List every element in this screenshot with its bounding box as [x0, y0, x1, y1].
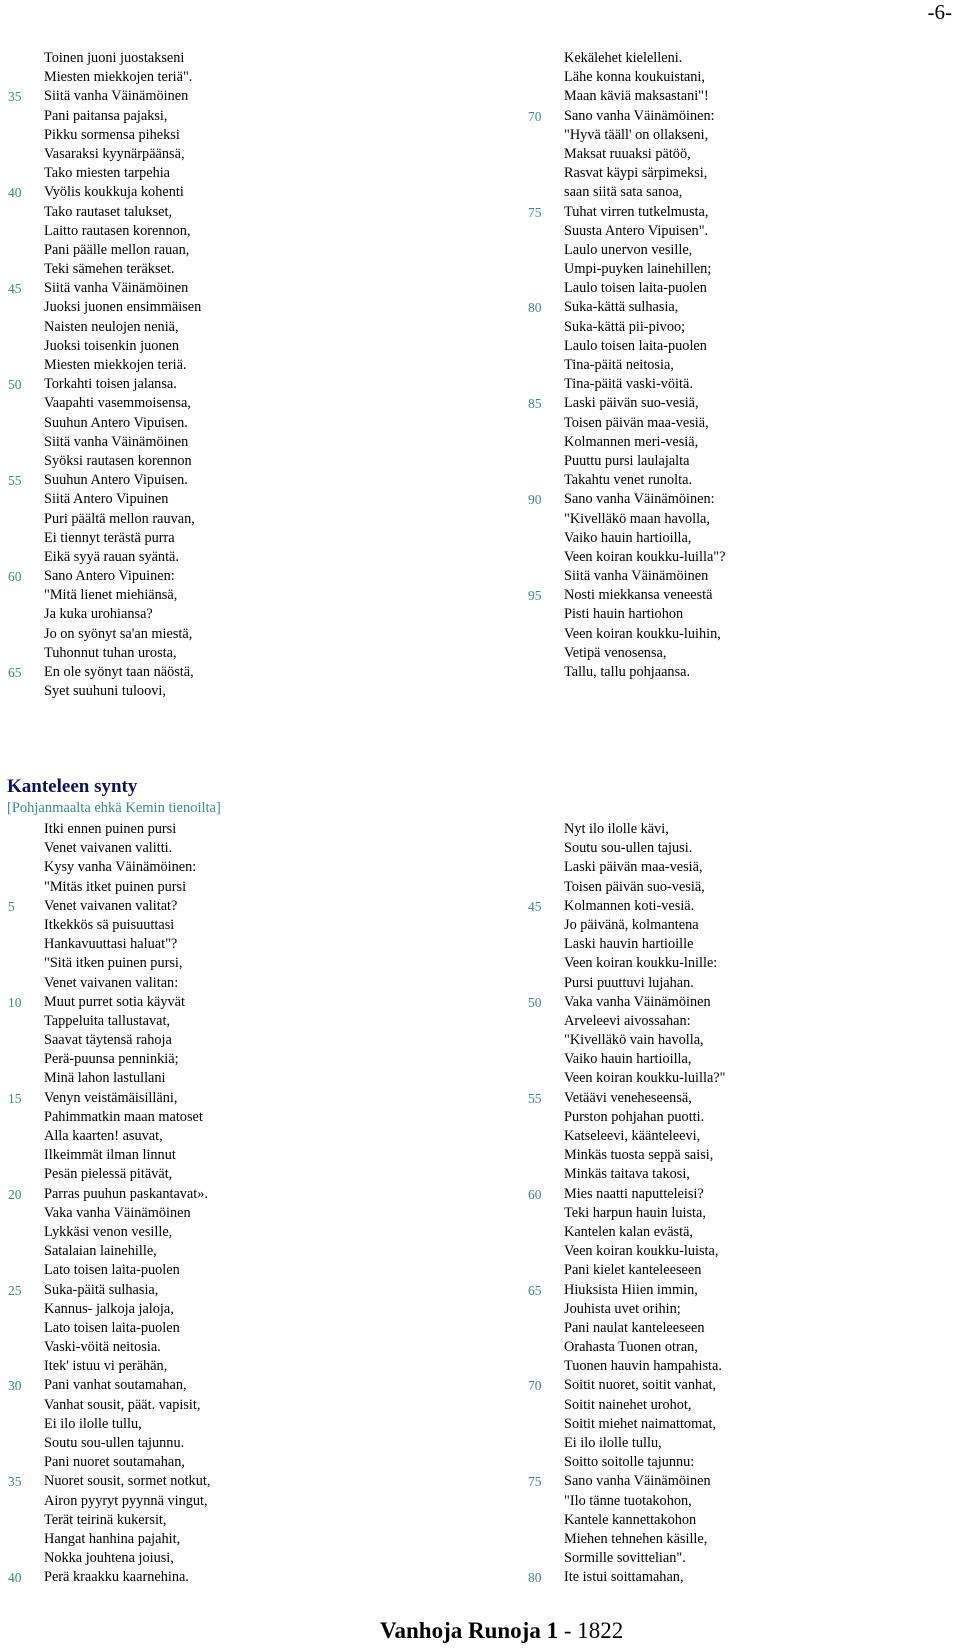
verse-text: Pani päälle mellon rauan,: [44, 241, 190, 258]
verse-text: "Mitäs itket puinen pursi: [44, 878, 187, 895]
verse-text: Vanhat sousit, päät. vapisit,: [44, 1396, 201, 1413]
verse-text: Tappeluita tallustavat,: [44, 1012, 171, 1029]
verse-text: Tako miesten tarpehia: [44, 165, 171, 182]
line-number: 55: [528, 1090, 542, 1106]
section-title: Kanteleen synty: [7, 776, 138, 797]
verse-text: Minkäs tuosta seppä saisi,: [564, 1147, 714, 1164]
verse-text: Siitä vanha Väinämöinen: [44, 433, 189, 450]
verse-text: Jouhista uvet orihin;: [564, 1300, 681, 1317]
verse-text: Kolmannen koti-vesiä.: [564, 897, 695, 914]
verse-text: Siitä vanha Väinämöinen: [564, 568, 709, 585]
verse-text: Suusta Antero Vipuisen".: [564, 222, 709, 239]
verse-text: Toinen juoni juostakseni: [44, 50, 185, 66]
verse-text: Laski päivän maa-vesiä,: [564, 859, 703, 876]
line-number: 40: [8, 185, 22, 201]
line-number: 95: [528, 588, 542, 604]
verse-text: Jo on syönyt sa'an miestä,: [44, 625, 193, 642]
verse-text: Hangat hanhina pajahit,: [44, 1530, 181, 1547]
verse-text: Venet vaivanen valitat?: [44, 897, 178, 914]
verse-text: Puri päältä mellon rauvan,: [44, 510, 195, 527]
verse-text: Soitit miehet naimattomat,: [564, 1415, 717, 1432]
verse-text: Juoksi toisenkin juonen: [44, 337, 180, 354]
verse-text: Pani vanhat soutamahan,: [44, 1377, 187, 1394]
verse-text: Vaka vanha Väinämöinen: [564, 993, 711, 1010]
verse-text: Lähe konna koukuistani,: [564, 69, 705, 86]
verse-text: Tako rautaset talukset,: [44, 203, 173, 220]
verse-text: Suka-kättä sulhasia,: [564, 299, 679, 316]
verse-text: Alla kaarten! asuvat,: [44, 1128, 163, 1144]
verse-text: Vetipä venosensa,: [564, 644, 667, 661]
verse-text: Suuhun Antero Vipuisen.: [44, 414, 188, 431]
verse-text: Laski hauvin hartioille: [564, 936, 694, 953]
line-number: 40: [8, 1570, 22, 1586]
verse-text: Minkäs taitava takosi,: [564, 1166, 690, 1183]
verse-text: Pursi puuttuvi lujahan.: [564, 974, 694, 991]
verse-text: Vyölis koukkuja kohenti: [44, 184, 184, 201]
verse-text: "Sitä itken puinen pursi,: [44, 955, 183, 972]
verse-text: Suuhun Antero Vipuisen.: [44, 472, 188, 489]
verse-text: Laulo unervon vesille,: [564, 241, 693, 258]
verse-text: Juoksi juonen ensimmäisen: [44, 299, 202, 316]
verse-text: Puuttu pursi laulajalta: [564, 452, 690, 469]
verse-text: Ei tiennyt terästä purra: [44, 529, 175, 546]
verse-text: Tina-päitä vaski-vöitä.: [564, 376, 693, 393]
verse-text: Sormille sovittelian".: [564, 1550, 686, 1567]
line-number: 5: [8, 898, 15, 914]
line-number: 35: [8, 1474, 22, 1490]
verse-text: Vaka vanha Väinämöinen: [44, 1204, 191, 1221]
verse-text: Sano vanha Väinämöinen:: [564, 491, 715, 508]
verse-text: Soutu sou-ullen tajunnu.: [44, 1435, 185, 1451]
verse-text: Soitit nainehet urohot,: [564, 1396, 692, 1413]
verse-text: Pesän pielessä pitävät,: [44, 1166, 173, 1183]
verse-text: Satalaian lainehille,: [44, 1243, 157, 1260]
verse-text: Saavat täytensä rahoja: [44, 1032, 172, 1049]
verse-text: Laski päivän suo-vesiä,: [564, 395, 699, 412]
verse-text: Pani naulat kanteleeseen: [564, 1319, 705, 1336]
line-number: 70: [528, 1378, 542, 1394]
verse-text: Perä-puunsa penninkiä;: [44, 1051, 179, 1068]
verse-text: Takahtu venet runolta.: [564, 472, 693, 489]
verse-text: Kantelen kalan evästä,: [564, 1223, 694, 1240]
line-number: 70: [528, 108, 542, 124]
verse-text: Kantele kannettakohon: [564, 1511, 697, 1528]
verse-text: Vetäävi veneheseensä,: [564, 1089, 692, 1106]
verse-text: Siitä Antero Vipuinen: [44, 491, 169, 508]
verse-text: Veen koiran koukku-luista,: [564, 1243, 719, 1260]
verse-text: saan siitä sata sanoa,: [564, 184, 683, 201]
line-number: 55: [8, 473, 22, 489]
verse-text: Siitä vanha Väinämöinen: [44, 88, 189, 105]
verse-text: Soitto soitolle tajunnu:: [564, 1454, 695, 1471]
verse-text: Lato toisen laita-puolen: [44, 1262, 180, 1279]
verse-text: Purston pohjahan puotti.: [564, 1108, 705, 1125]
verse-text: Orahasta Tuonen otran,: [564, 1339, 698, 1356]
verse-text: Vaski-vöitä neitosia.: [44, 1339, 161, 1356]
verse-text: Kannus- jalkoja jaloja,: [44, 1300, 174, 1317]
line-number: 45: [8, 281, 22, 297]
verse-text: Rasvat käypi särpimeksi,: [564, 165, 708, 182]
line-number: 85: [528, 396, 542, 412]
verse-text: Mies naatti naputteleisi?: [564, 1185, 704, 1202]
verse-text: Miesten miekkojen teriä.: [44, 357, 187, 373]
verse-text: Pikku sormensa piheksi: [44, 126, 180, 143]
verse-text: Teki harpun hauin luista,: [564, 1204, 706, 1221]
line-number: 15: [8, 1090, 22, 1106]
verse-text: Tallu, tallu pohjaansa.: [564, 664, 691, 680]
verse-text: "Hyvä tääll' on ollakseni,: [564, 126, 709, 143]
verse-text: Miesten miekkojen teriä".: [44, 69, 193, 86]
verse-text: Naisten neulojen neniä,: [44, 318, 179, 335]
line-number: 75: [528, 1474, 542, 1490]
verse-text: Lykkäsi venon vesille,: [44, 1223, 173, 1240]
verse-text: Ite istui soittamahan,: [564, 1569, 684, 1586]
verse-text: Siitä vanha Väinämöinen: [44, 280, 189, 297]
line-number: 20: [8, 1186, 22, 1202]
verse-text: Venet vaivanen valitti.: [44, 840, 173, 857]
line-number: 60: [8, 569, 22, 585]
verse-text: Ei ilo ilolle tullu,: [44, 1415, 142, 1432]
verse-text: Parras puuhun paskantavat».: [44, 1185, 208, 1202]
verse-text: Nyt ilo ilolle kävi,: [564, 821, 669, 837]
line-number: 65: [528, 1282, 542, 1298]
section-source: [Pohjanmaalta ehkä Kemin tienoilta]: [7, 800, 221, 816]
verse-text: Katseleevi, käänteleevi,: [564, 1128, 701, 1144]
line-number: 45: [528, 898, 542, 914]
verse-text: Hiuksista Hiien immin,: [564, 1281, 698, 1298]
footer: [380, 1618, 623, 1644]
verse-text: Maksat ruuaksi pätöö,: [564, 145, 691, 162]
verse-text: Jo päivänä, kolmantena: [564, 916, 699, 933]
verse-text: Perä kraakku kaarnehina.: [44, 1569, 189, 1586]
verse-text: "Ilo tänne tuotakohon,: [564, 1492, 692, 1509]
verse-text: Tuhonnut tuhan urosta,: [44, 644, 177, 661]
verse-text: Tina-päitä neitosia,: [564, 357, 674, 373]
verse-text: Venyn veistämäisilläni,: [44, 1089, 178, 1106]
verse-text: Tuhat virren tutkelmusta,: [564, 203, 709, 220]
verse-text: Vaiko hauin hartioilla,: [564, 529, 692, 546]
verse-text: Nosti miekkansa veneestä: [564, 587, 713, 604]
verse-text: "Kivelläkö vain havolla,: [564, 1032, 704, 1049]
line-number: 25: [8, 1282, 22, 1298]
verse-text: Laitto rautasen korennon,: [44, 222, 191, 239]
verse-text: Laulo toisen laita-puolen: [564, 280, 707, 297]
verse-text: Muut purret sotia käyvät: [44, 993, 185, 1010]
verse-text: En ole syönyt taan näöstä,: [44, 664, 194, 680]
line-number: 30: [8, 1378, 22, 1394]
line-number: 60: [528, 1186, 542, 1202]
verse-text: Miehen tehnehen käsille,: [564, 1530, 708, 1547]
line-number: 75: [528, 204, 542, 220]
footer-title: Vanhoja Runoja 1: [380, 1618, 559, 1643]
verse-text: Tuonen hauvin hampahista.: [564, 1358, 722, 1375]
verse-text: Vaapahti vasemmoisensa,: [44, 395, 191, 412]
verse-text: Arveleevi aivossahan:: [564, 1012, 691, 1029]
verse-text: Lato toisen laita-puolen: [44, 1319, 180, 1336]
verse-text: Suka-kättä pii-pivoo;: [564, 318, 686, 335]
line-number: 65: [8, 665, 22, 680]
verse-text: Ei ilo ilolle tullu,: [564, 1435, 662, 1451]
verse-text: Terät teirinä kukersit,: [44, 1511, 167, 1528]
verse-text: Kolmannen meri-vesiä,: [564, 433, 699, 450]
line-number: 50: [8, 377, 22, 393]
line-number: 50: [528, 994, 542, 1010]
verse-text: Venet vaivanen valitan:: [44, 974, 179, 991]
verse-text: Kekälehet kielelleni.: [564, 50, 683, 66]
verse-text: Ja kuka urohiansa?: [44, 606, 153, 623]
line-number: 80: [528, 1570, 542, 1586]
verse-text: Pisti hauin hartiohon: [564, 606, 684, 623]
verse-text: Veen koiran koukku-luihin,: [564, 625, 721, 642]
verse-text: Syöksi rautasen korennon: [44, 452, 192, 469]
verse-text: Nuoret sousit, sormet notkut,: [44, 1473, 211, 1490]
verse-text: Umpi-puyken lainehillen;: [564, 261, 712, 278]
line-number: 90: [528, 492, 542, 508]
verse-text: Toisen päivän suo-vesiä,: [564, 878, 705, 895]
verse-text: Soutu sou-ullen tajusi.: [564, 840, 693, 857]
verse-text: Sano vanha Väinämöinen:: [564, 107, 715, 124]
verse-text: "Mitä lienet miehiänsä,: [44, 587, 178, 604]
line-number: 80: [528, 300, 542, 316]
verse-text: Veen koiran koukku-luilla?": [564, 1070, 726, 1087]
verse-text: Pani nuoret soutamahan,: [44, 1454, 185, 1471]
verse-text: Nokka jouhtena joiusi,: [44, 1550, 174, 1567]
verse-text: Veen koiran koukku-luilla"?: [564, 548, 726, 565]
verse-text: Maan käviä maksastani"!: [564, 88, 709, 105]
verse-text: Airon pyyryt pyynnä vingut,: [44, 1492, 208, 1509]
verse-text: Vaiko hauin hartioilla,: [564, 1051, 692, 1068]
verse-text: Toisen päivän maa-vesiä,: [564, 414, 709, 431]
verse-text: Minä lahon lastullani: [44, 1070, 166, 1087]
verse-text: "Kivelläkö maan havolla,: [564, 510, 710, 527]
verse-text: Torkahti toisen jalansa.: [44, 376, 177, 393]
verse-text: Soitit nuoret, soitit vanhat,: [564, 1377, 717, 1394]
verse-text: Laulo toisen laita-puolen: [564, 337, 707, 354]
verse-text: Suka-päitä sulhasia,: [44, 1281, 159, 1298]
line-number: 10: [8, 994, 22, 1010]
verse-text: Pani paitansa pajaksi,: [44, 107, 168, 124]
verse-text: Itkekkös sä puisuuttasi: [44, 916, 175, 933]
verse-text: Eikä syyä rauan syäntä.: [44, 548, 179, 565]
page-number: -6-: [927, 0, 952, 24]
verse-text: Vasaraksi kyynärpäänsä,: [44, 145, 185, 162]
verse-text: Kysy vanha Väinämöinen:: [44, 859, 197, 876]
verse-text: Pahimmatkin maan matoset: [44, 1108, 203, 1125]
verse-text: Veen koiran koukku-lnille:: [564, 955, 718, 972]
verse-text: Teki sämehen teräkset.: [44, 261, 175, 278]
verse-text: Pani kielet kanteleeseen: [564, 1262, 702, 1279]
verse-text: Itki ennen puinen pursi: [44, 821, 177, 837]
footer-year: - 1822: [558, 1618, 624, 1643]
verse-text: Itek' istuu vi perähän,: [44, 1358, 168, 1375]
line-number: 35: [8, 89, 22, 105]
verse-text: Hankavuuttasi haluat"?: [44, 936, 178, 953]
verse-text: Sano vanha Väinämöinen: [564, 1473, 711, 1490]
verse-text: Ilkeimmät ilman linnut: [44, 1147, 176, 1164]
verse-text: Sano Antero Vipuinen:: [44, 568, 175, 585]
verse-text: Syet suuhuni tuloovi,: [44, 683, 166, 700]
